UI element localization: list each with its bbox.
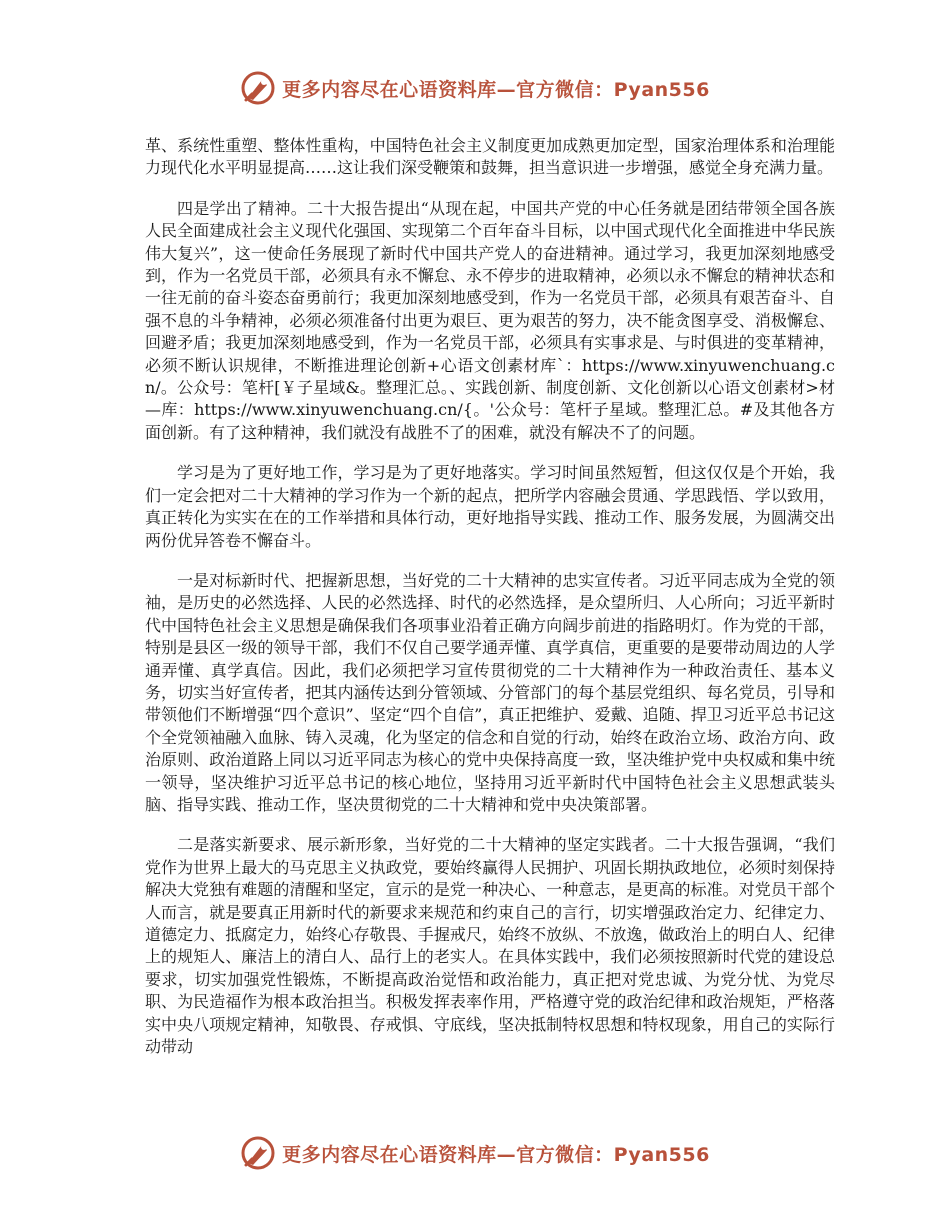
paragraph-continuation: 革、系统性重塑、整体性重构，中国特色社会主义制度更加成熟更加定型，国家治理体系和治理能力现代化水平明显提高……这让我们深受鞭策和鼓舞，担当意识进一步增强，感觉全身充满力量。	[145, 136, 835, 178]
watermark-text: 更多内容尽在心语资料库—官方微信：Pyan556	[282, 1143, 710, 1166]
watermark-text: 更多内容尽在心语资料库—官方微信：Pyan556	[282, 78, 710, 101]
footer-watermark-banner	[0, 1133, 950, 1173]
header-watermark-banner	[0, 68, 950, 108]
pen-nib-logo-icon	[240, 70, 276, 106]
document-body	[145, 135, 835, 1076]
pen-nib-logo-icon	[240, 1135, 276, 1171]
paragraph-learning-purpose: 学习是为了更好地工作，学习是为了更好地落实。学习时间虽然短暂，但这仅仅是个开始，我们一定会把对二十大精神的学习作为一个新的起点，把所学内容融会贯通、学思践悟、学以致用，真正转化为实实在在的工作举措和具体行动，更好地指导实践、推动工作、服务发展，为圆满交出两份优异答卷不懈奋斗。	[145, 463, 835, 550]
paragraph-spirit: 四是学出了精神。二十大报告提出“从现在起，中国共产党的中心任务就是团结带领全国各族人民全面建成社会主义现代化强国、实现第二个百年奋斗目标，以中国式现代化全面推进中华民族伟大复兴”，这一使命任务展现了新时代中国共产党人的奋进精神。通过学习，我更加深刻地感受到，作为一名党员干部，必须具有永不懈怠、永不停步的进取精神，必须以永不懈怠的精神状态和一往无前的奋斗姿态奋勇前行；我更加深刻地感受到，作为一名党员干部，必须具有艰苦奋斗、自强不息的斗争精神，必须必须准备付出更为艰巨、更为艰苦的努力，决不能贪图享受、消极懈怠、回避矛盾；我更加深刻地感受到，作为一名党员干部，必须具有实事求是、与时俱进的变革精神，必须不断认识规律，不断推进理论创新+心语文创素材库`：https://www.xinyuwenchuang.cn/。公众号：笔杆[￥子星域&。整理汇总。、实践创新、制度创新、文化创新以心语文创素材>材—库：https://www.xinyuwenchuang.cn/{。'公众号：笔杆子星域。整理汇总。#及其他各方面创新。有了这种精神，我们就没有战胜不了的困难，就没有解决不了的问题。	[145, 198, 835, 442]
paragraph-point-two: 二是落实新要求、展示新形象，当好党的二十大精神的坚定实践者。二十大报告强调，“我们党作为世界上最大的马克思主义执政党，要始终赢得人民拥护、巩固长期执政地位，必须时刻保持解决大党独有难题的清醒和坚定，宣示的是党一种决心、一种意志，是更高的标准。对党员干部个人而言，就是要真正用新时代的新要求来规范和约束自己的言行，切实增强政治定力、纪律定力、道德定力、抵腐定力，始终心存敬畏、手握戒尺，始终不放纵、不放逸，做政治上的明白人、纪律上的规矩人、廉洁上的清白人、品行上的老实人。在具体实践中，我们必须按照新时代党的建设总要求，切实加强党性锻炼，不断提高政治觉悟和政治能力，真正把对党忠诚、为党分忧、为党尽职、为民造福作为根本政治担当。积极发挥表率作用，严格遵守党的政治纪律和政治规矩，严格落实中央八项规定精神，知敬畏、存戒惧、守底线，坚决抵制特权思想和特权现象，用自己的实际行动带动	[145, 835, 835, 1057]
paragraph-point-one: 一是对标新时代、把握新思想，当好党的二十大精神的忠实宣传者。习近平同志成为全党的领袖，是历史的必然选择、人民的必然选择、时代的必然选择，是众望所归、人心所向；习近平新时代中国特色社会主义思想是确保我们各项事业沿着正确方向阔步前进的指路明灯。作为党的干部，特别是县区一级的领导干部，我们不仅自己要学通弄懂、真学真信，更重要的是要带动周边的人学通弄懂、真学真信。因此，我们必须把学习宣传贯彻党的二十大精神作为一种政治责任、基本义务，切实当好宣传者，把其内涵传达到分管领域、分管部门的每个基层党组织、每名党员，引导和带领他们不断增强“四个意识”、坚定“四个自信”，真正把维护、爱戴、追随、捍卫习近平总书记这个全党领袖融入血脉、铸入灵魂，化为坚定的信念和自觉的行动，始终在政治立场、政治方向、政治原则、政治道路上同以习近平同志为核心的党中央保持高度一致，坚决维护党中央权威和集中统一领导，坚决维护习近平总书记的核心地位，坚持用习近平新时代中国特色社会主义思想武装头脑、指导实践、推动工作，坚决贯彻党的二十大精神和党中央决策部署。	[145, 570, 835, 814]
